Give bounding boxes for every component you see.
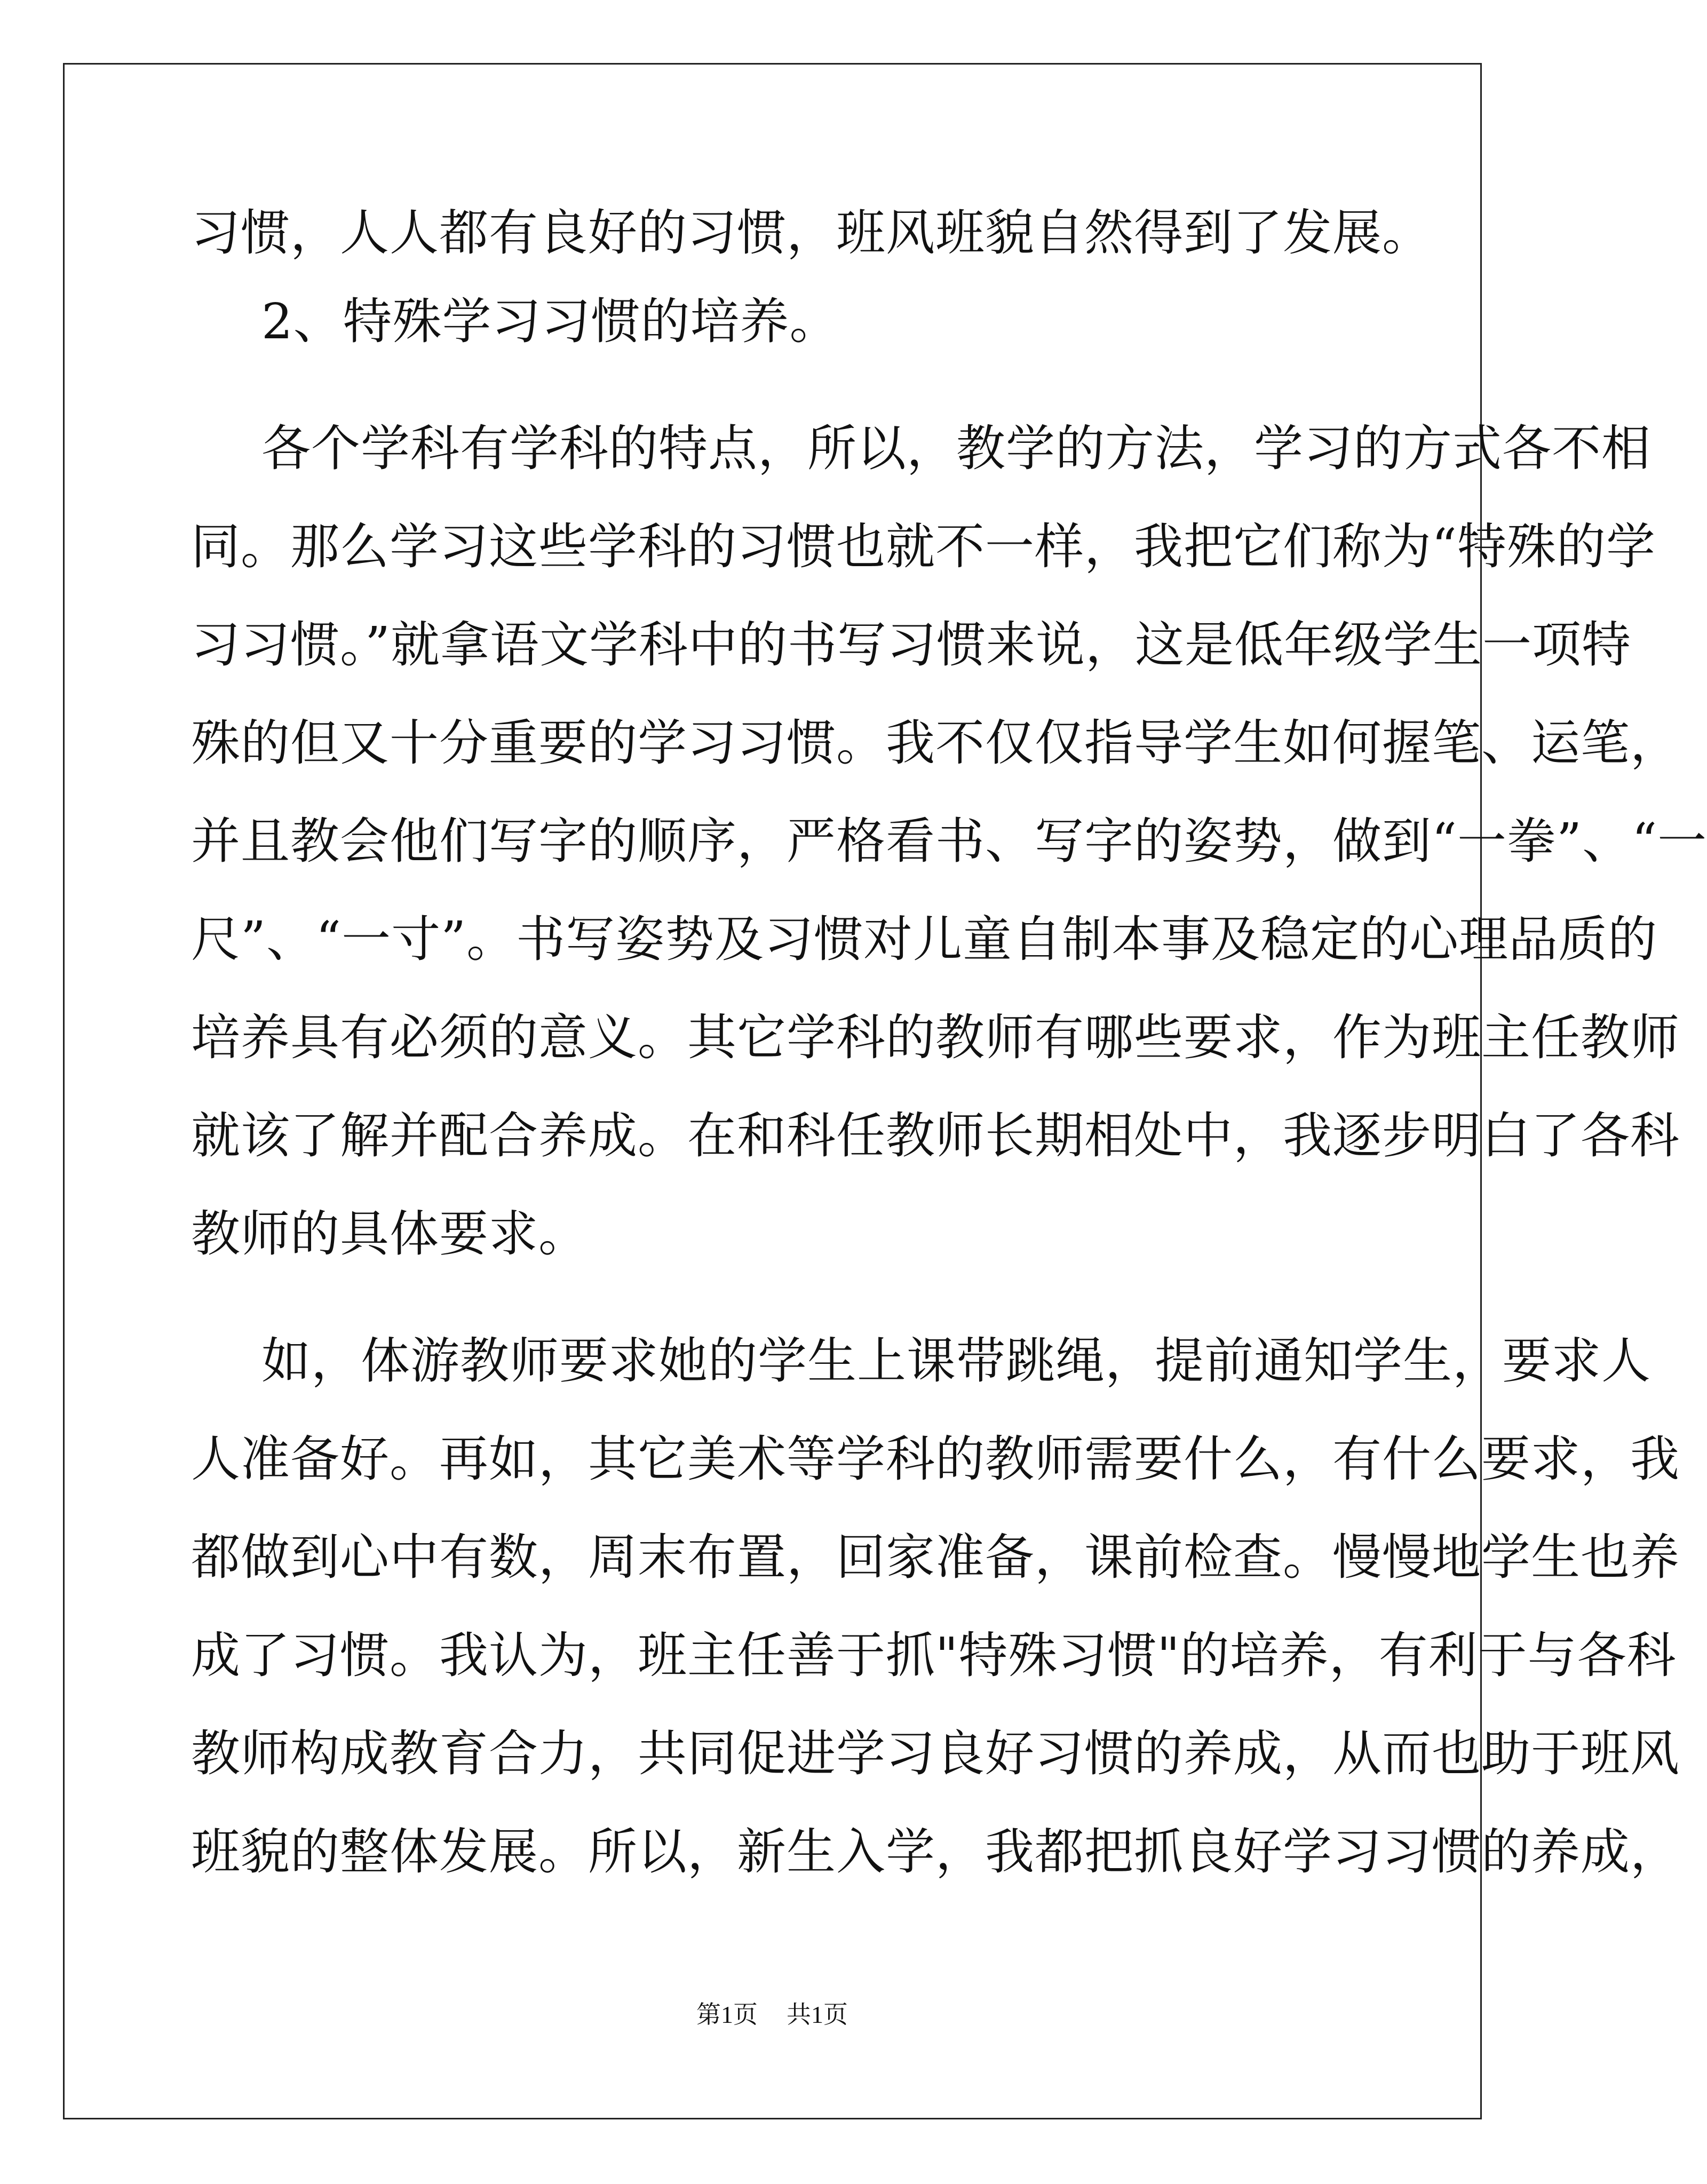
page-border bbox=[63, 63, 1707, 2119]
text-line: 教师的具体要求。 bbox=[191, 1205, 589, 1262]
text-line: 成了习惯。我认为，班主任善于抓"特殊习惯"的培养，有利于与各科 bbox=[191, 1627, 1677, 1684]
text-line: 人准备好。再如，其它美术等学科的教师需要什么，有什么要求，我 bbox=[191, 1431, 1680, 1488]
text-line: 就该了解并配合养成。在和科任教师长期相处中，我逐步明白了各科 bbox=[191, 1107, 1680, 1164]
text-line: 并且教会他们写字的顺序，严格看书、写字的姿势，做到“一拳”、“一 bbox=[191, 813, 1707, 870]
page-number: 第1页 bbox=[696, 2001, 758, 2028]
page-footer bbox=[0, 2000, 1544, 2030]
text-line: 殊的但又十分重要的学习习惯。我不仅仅指导学生如何握笔、运笔， bbox=[191, 714, 1680, 772]
page-total: 共1页 bbox=[787, 2001, 848, 2028]
paragraph-start: 各个学科有学科的特点，所以，教学的方法，学习的方式各不相 bbox=[261, 420, 1652, 477]
text-line: 习习惯。”就拿语文学科中的书写习惯来说，这是低年级学生一项特 bbox=[191, 616, 1632, 673]
paragraph-start: 如，体游教师要求她的学生上课带跳绳，提前通知学生，要求人 bbox=[261, 1332, 1652, 1389]
text-line: 尺”、“一寸”。书写姿势及习惯对儿童自制本事及稳定的心理品质的 bbox=[191, 911, 1658, 968]
text-line: 都做到心中有数，周末布置，回家准备，课前检查。慢慢地学生也养 bbox=[191, 1529, 1680, 1586]
text-line: 习惯，人人都有良好的习惯，班风班貌自然得到了发展。 bbox=[191, 204, 1432, 261]
text-line: 班貌的整体发展。所以，新生入学，我都把抓良好学习习惯的养成， bbox=[191, 1823, 1680, 1880]
text-line: 培养具有必须的意义。其它学科的教师有哪些要求，作为班主任教师 bbox=[191, 1009, 1680, 1066]
text-line: 同。那么学习这些学科的习惯也就不一样，我把它们称为“特殊的学 bbox=[191, 518, 1656, 575]
text-line: 教师构成教育合力，共同促进学习良好习惯的养成，从而也助于班风 bbox=[191, 1725, 1680, 1782]
section-heading: 2、特殊学习习惯的培养。 bbox=[261, 293, 839, 350]
